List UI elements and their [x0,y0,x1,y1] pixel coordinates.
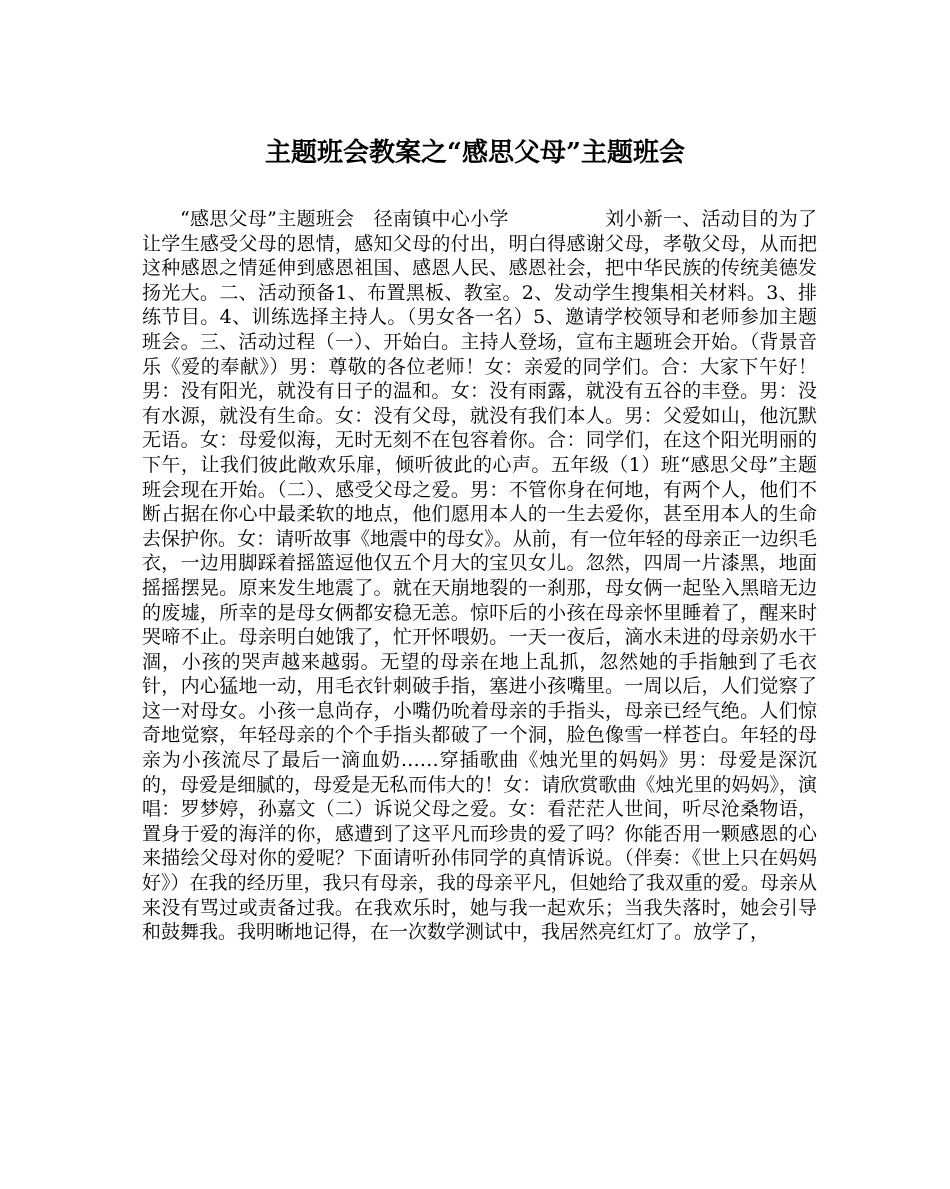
document-body-paragraph: “感思父母”主题班会 径南镇中心小学 刘小新一、活动目的为了让学生感受父母的恩情，感知父母的付出，明白得感谢父母，孝敬父母，从而把这种感恩之情延伸到感恩祖国、感恩人民、感恩社会，把中华民族的传统美德发扬光大。二、活动预备1、布置黑板、教室。2、发动学生搜集相关材料。3、排练节目。4、训练选择主持人。（男女各一名）5、邀请学校领导和老师参加主题班会。三、活动过程（一）、开始白。主持人登场，宣布主题班会开始。（背景音乐《爱的奉献》）男：尊敬的各位老师！女：亲爱的同学们。合：大家下午好！男：没有阳光，就没有日子的温和。女：没有雨露，就没有五谷的丰登。男：没有水源，就没有生命。女：没有父母，就没有我们本人。男：父爱如山，他沉默无语。女：母爱似海，无时无刻不在包容着你。合：同学们，在这个阳光明丽的下午，让我们彼此敞欢乐扉，倾听彼此的心声。五年级（1）班“感思父母”主题班会现在开始。（二）、感受父母之爱。男：不管你身在何地，有两个人，他们不断占据在你心中最柔软的地点，他们愿用本人的一生去爱你，甚至用本人的生命去保护你。女：请听故事《地震中的母女》。从前，有一位年轻的母亲正一边织毛衣，一边用脚踩着摇篮逗他仅五个月大的宝贝女儿。忽然，四周一片漆黑，地面摇摇摆晃。原来发生地震了。就在天崩地裂的一刹那，母女俩一起坠入黑暗无边的废墟，所幸的是母女俩都安稳无恙。惊吓后的小孩在母亲怀里睡着了，醒来时哭啼不止。母亲明白她饿了，忙开怀喂奶。一天一夜后，滴水未进的母亲奶水干涸，小孩的哭声越来越弱。无望的母亲在地上乱抓，忽然她的手指触到了毛衣针，内心猛地一动，用毛衣针刺破手指，塞进小孩嘴里。一周以后，人们觉察了这一对母女。小孩一息尚存，小嘴仍吮着母亲的手指头，母亲已经气绝。人们惊奇地觉察，年轻母亲的个个手指头都破了一个洞，脸色像雪一样苍白。年轻的母亲为小孩流尽了最后一滴血奶……穿插歌曲《烛光里的妈妈》男：母爱是深沉的，母爱是细腻的，母爱是无私而伟大的！女：请欣赏歌曲《烛光里的妈妈》，演唱：罗梦婷，孙嘉文（二）诉说父母之爱。女：看茫茫人世间，听尽沧桑物语，置身于爱的海洋的你，感遭到了这平凡而珍贵的爱了吗？你能否用一颗感恩的心来描绘父母对你的爱呢？下面请听孙伟同学的真情诉说。（伴奏：《世上只在妈妈好》）在我的经历里，我只有母亲，我的母亲平凡，但她给了我双重的爱。母亲从来没有骂过或责备过我。在我欢乐时，她与我一起欢乐；当我失落时，她会引导和鼓舞我。我明晰地记得，在一次数学测试中，我居然亮红灯了。放学了， [142,208,817,944]
document-title: 主题班会教案之“感思父母”主题班会 [265,138,685,168]
